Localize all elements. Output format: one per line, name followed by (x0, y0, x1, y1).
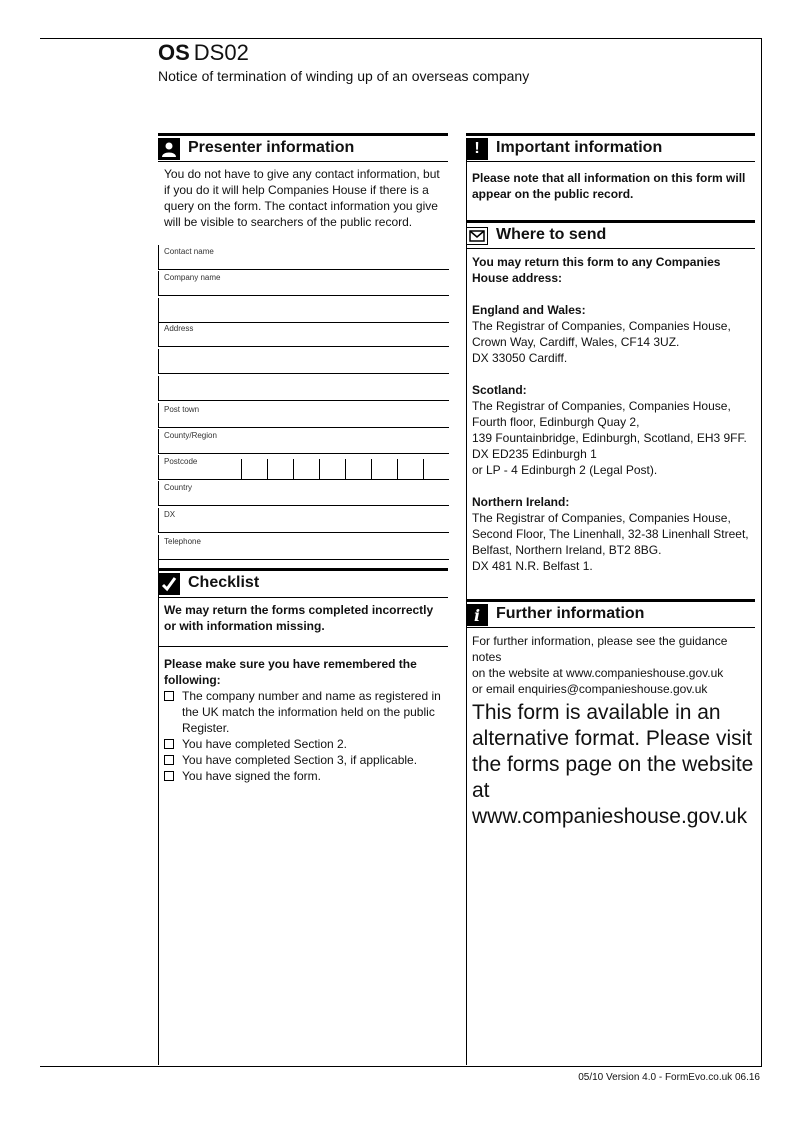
postcode-char-box[interactable] (319, 459, 342, 479)
checklist-item-text: You have signed the form. (182, 769, 321, 783)
scotland-line: DX ED235 Edinburgh 1 (472, 447, 597, 461)
important-title: Important information (496, 139, 663, 156)
post-town-field[interactable] (158, 403, 449, 428)
form-header (158, 40, 529, 84)
where-intro: You may return this form to any Companies House address: (472, 255, 721, 285)
where-to-send-content (472, 254, 757, 574)
dx-label: DX (164, 510, 176, 519)
further-title: Further information (496, 605, 645, 622)
checklist-item[interactable] (164, 752, 448, 768)
county-region-label: County/Region (164, 431, 217, 440)
ni-line: The Registrar of Companies, Companies House, (472, 511, 731, 525)
checklist-remember: Please make sure you have remembered the following: (164, 657, 417, 687)
further-line: on the website at www.companieshouse.gov.uk (472, 666, 724, 680)
further-line: For further information, please see the guidance notes (472, 634, 728, 664)
checklist-item-text: The company number and name as registered in the UK match the information held on the public Register. (182, 689, 441, 735)
right-rule (761, 38, 762, 1066)
checklist-item-text: You have completed Section 2. (182, 737, 348, 751)
scotland-title: Scotland: (472, 383, 527, 397)
post-town-label: Post town (164, 405, 200, 414)
telephone-label: Telephone (164, 537, 201, 546)
england-line: DX 33050 Cardiff. (472, 351, 568, 365)
important-divider (466, 161, 755, 162)
further-line: or email enquiries@companieshouse.gov.uk (472, 682, 708, 696)
address-field[interactable] (158, 322, 449, 347)
checkmark-icon (158, 573, 180, 595)
checklist-section-header (158, 568, 448, 595)
postcode-char-box[interactable] (241, 459, 264, 479)
checklist-item[interactable] (164, 768, 448, 784)
address-label: Address (164, 324, 194, 333)
form-code (158, 40, 529, 66)
county-region-field[interactable] (158, 429, 449, 454)
dx-field[interactable] (158, 508, 449, 533)
postcode-label: Postcode (164, 457, 198, 466)
company-name-label: Company name (164, 273, 221, 282)
left-column-rule (158, 555, 159, 1065)
further-content (472, 633, 757, 697)
scotland-line: 139 Fountainbridge, Edinburgh, Scotland, EH3 9FF. (472, 431, 747, 445)
ni-line: Belfast, Northern Ireland, BT2 8BG. (472, 543, 662, 557)
where-divider (466, 248, 755, 249)
top-rule (40, 38, 762, 39)
form-code-prefix: OS (158, 40, 190, 65)
important-text: Please note that all information on this form will appear on the public record. (472, 171, 746, 201)
footer-version: 05/10 Version 4.0 - FormEvo.co.uk 06.16 (578, 1072, 760, 1083)
presenter-intro: You do not have to give any contact information, but if you do it will help Companies House if there is a query on the form. The contact information you give will be visible to searchers of the public record. (164, 167, 440, 229)
england-line: Crown Way, Cardiff, Wales, CF14 3UZ. (472, 335, 680, 349)
postcode-char-box[interactable] (371, 459, 394, 479)
checklist-item[interactable] (164, 736, 448, 752)
exclamation-icon: ! (466, 138, 488, 160)
scotland-line: Fourth floor, Edinburgh Quay 2, (472, 415, 640, 429)
postcode-field[interactable] (158, 455, 449, 480)
scotland-line: The Registrar of Companies, Companies House, (472, 399, 731, 413)
where-title: Where to send (496, 226, 607, 243)
company-name-field[interactable] (158, 271, 449, 296)
checkbox-icon[interactable] (164, 771, 174, 781)
alternative-format-notice: This form is available in an alternative format. Please visit the forms page on the website at www.companieshouse.gov.uk (472, 701, 754, 828)
further-section-header (466, 599, 755, 626)
checkbox-icon[interactable] (164, 739, 174, 749)
checklist-items (164, 688, 448, 784)
ni-title: Northern Ireland: (472, 495, 570, 509)
checklist-item-text: You have completed Section 3, if applicable. (182, 753, 418, 767)
form-subtitle: Notice of termination of winding up of an overseas company (158, 68, 530, 84)
envelope-icon (466, 227, 488, 245)
postcode-char-box[interactable] (423, 459, 446, 479)
checklist-divider-2 (158, 646, 448, 647)
postcode-char-box[interactable] (293, 459, 316, 479)
england-title: England and Wales: (472, 303, 586, 317)
checkbox-icon[interactable] (164, 755, 174, 765)
country-field[interactable] (158, 481, 449, 506)
postcode-char-box[interactable] (397, 459, 420, 479)
checklist-divider (158, 597, 448, 598)
form-code-number: DS02 (193, 40, 249, 65)
checklist-intro: We may return the forms completed incorrectly or with information missing. (164, 603, 434, 633)
presenter-title: Presenter information (188, 139, 355, 156)
postcode-char-box[interactable] (267, 459, 290, 479)
country-label: Country (164, 483, 193, 492)
address-line-field[interactable] (158, 376, 449, 401)
contact-name-field[interactable] (158, 245, 449, 270)
ni-line: Second Floor, The Linenhall, 32-38 Linenhall Street, (472, 527, 749, 541)
further-divider (466, 627, 755, 628)
ni-line: DX 481 N.R. Belfast 1. (472, 559, 593, 573)
address-line-field[interactable] (158, 349, 449, 374)
where-section-header (466, 220, 755, 247)
checkbox-icon[interactable] (164, 691, 174, 701)
checklist-item[interactable] (164, 688, 448, 736)
person-icon (158, 138, 180, 160)
scotland-line: or LP - 4 Edinburgh 2 (Legal Post). (472, 463, 658, 477)
postcode-char-box[interactable] (345, 459, 368, 479)
contact-name-label: Contact name (164, 247, 214, 256)
info-icon: i (466, 604, 488, 626)
presenter-section-header (158, 133, 448, 160)
presenter-divider (158, 161, 448, 162)
telephone-field[interactable] (158, 535, 449, 560)
important-section-header (466, 133, 755, 160)
address-line-field[interactable] (158, 298, 449, 323)
bottom-rule (40, 1066, 762, 1067)
england-line: The Registrar of Companies, Companies House, (472, 319, 731, 333)
checklist-title: Checklist (188, 574, 260, 591)
